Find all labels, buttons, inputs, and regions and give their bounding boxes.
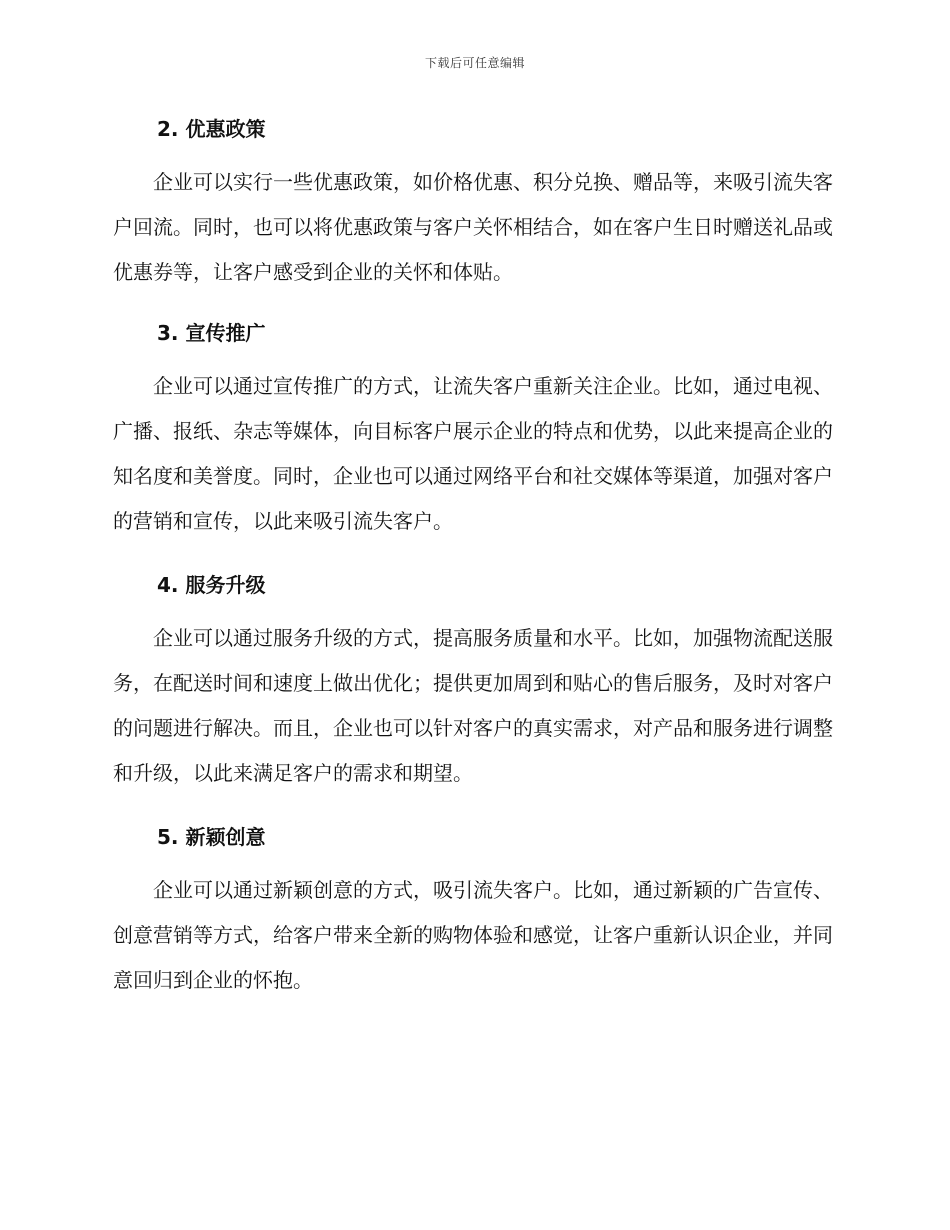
section-paragraph: 企业可以通过新颖创意的方式，吸引流失客户。比如，通过新颖的广告宣传、创意营销等方式，给客户带来全新的购物体验和感觉，让客户重新认识企业，并同意回归到企业的怀抱。	[113, 878, 833, 992]
section-promotion	[113, 316, 833, 544]
section-paragraph: 企业可以通过宣传推广的方式，让流失客户重新关注企业。比如，通过电视、广播、报纸、杂志等媒体，向目标客户展示企业的特点和优势，以此来提高企业的知名度和美誉度。同时，企业也可以通过网络平台和社交媒体等渠道，加强对客户的营销和宣传，以此来吸引流失客户。	[113, 374, 833, 533]
document-body	[113, 112, 833, 1027]
section-heading: 4. 服务升级	[157, 573, 266, 597]
section-paragraph: 企业可以实行一些优惠政策，如价格优惠、积分兑换、赠品等，来吸引流失客户回流。同时，也可以将优惠政策与客户关怀相结合，如在客户生日时赠送礼品或优惠券等，让客户感受到企业的关怀和体贴。	[113, 170, 833, 284]
section-preferential-policy	[113, 112, 833, 295]
section-heading: 3. 宣传推广	[157, 321, 266, 345]
section-heading: 2. 优惠政策	[157, 117, 266, 141]
section-paragraph: 企业可以通过服务升级的方式，提高服务质量和水平。比如，加强物流配送服务，在配送时间和速度上做出优化；提供更加周到和贴心的售后服务，及时对客户的问题进行解决。而且，企业也可以针对客户的真实需求，对产品和服务进行调整和升级，以此来满足客户的需求和期望。	[113, 626, 833, 785]
section-creative-ideas	[113, 820, 833, 1003]
section-service-upgrade	[113, 568, 833, 796]
section-heading: 5. 新颖创意	[157, 825, 266, 849]
page-header: 下载后可任意编辑	[424, 56, 525, 70]
